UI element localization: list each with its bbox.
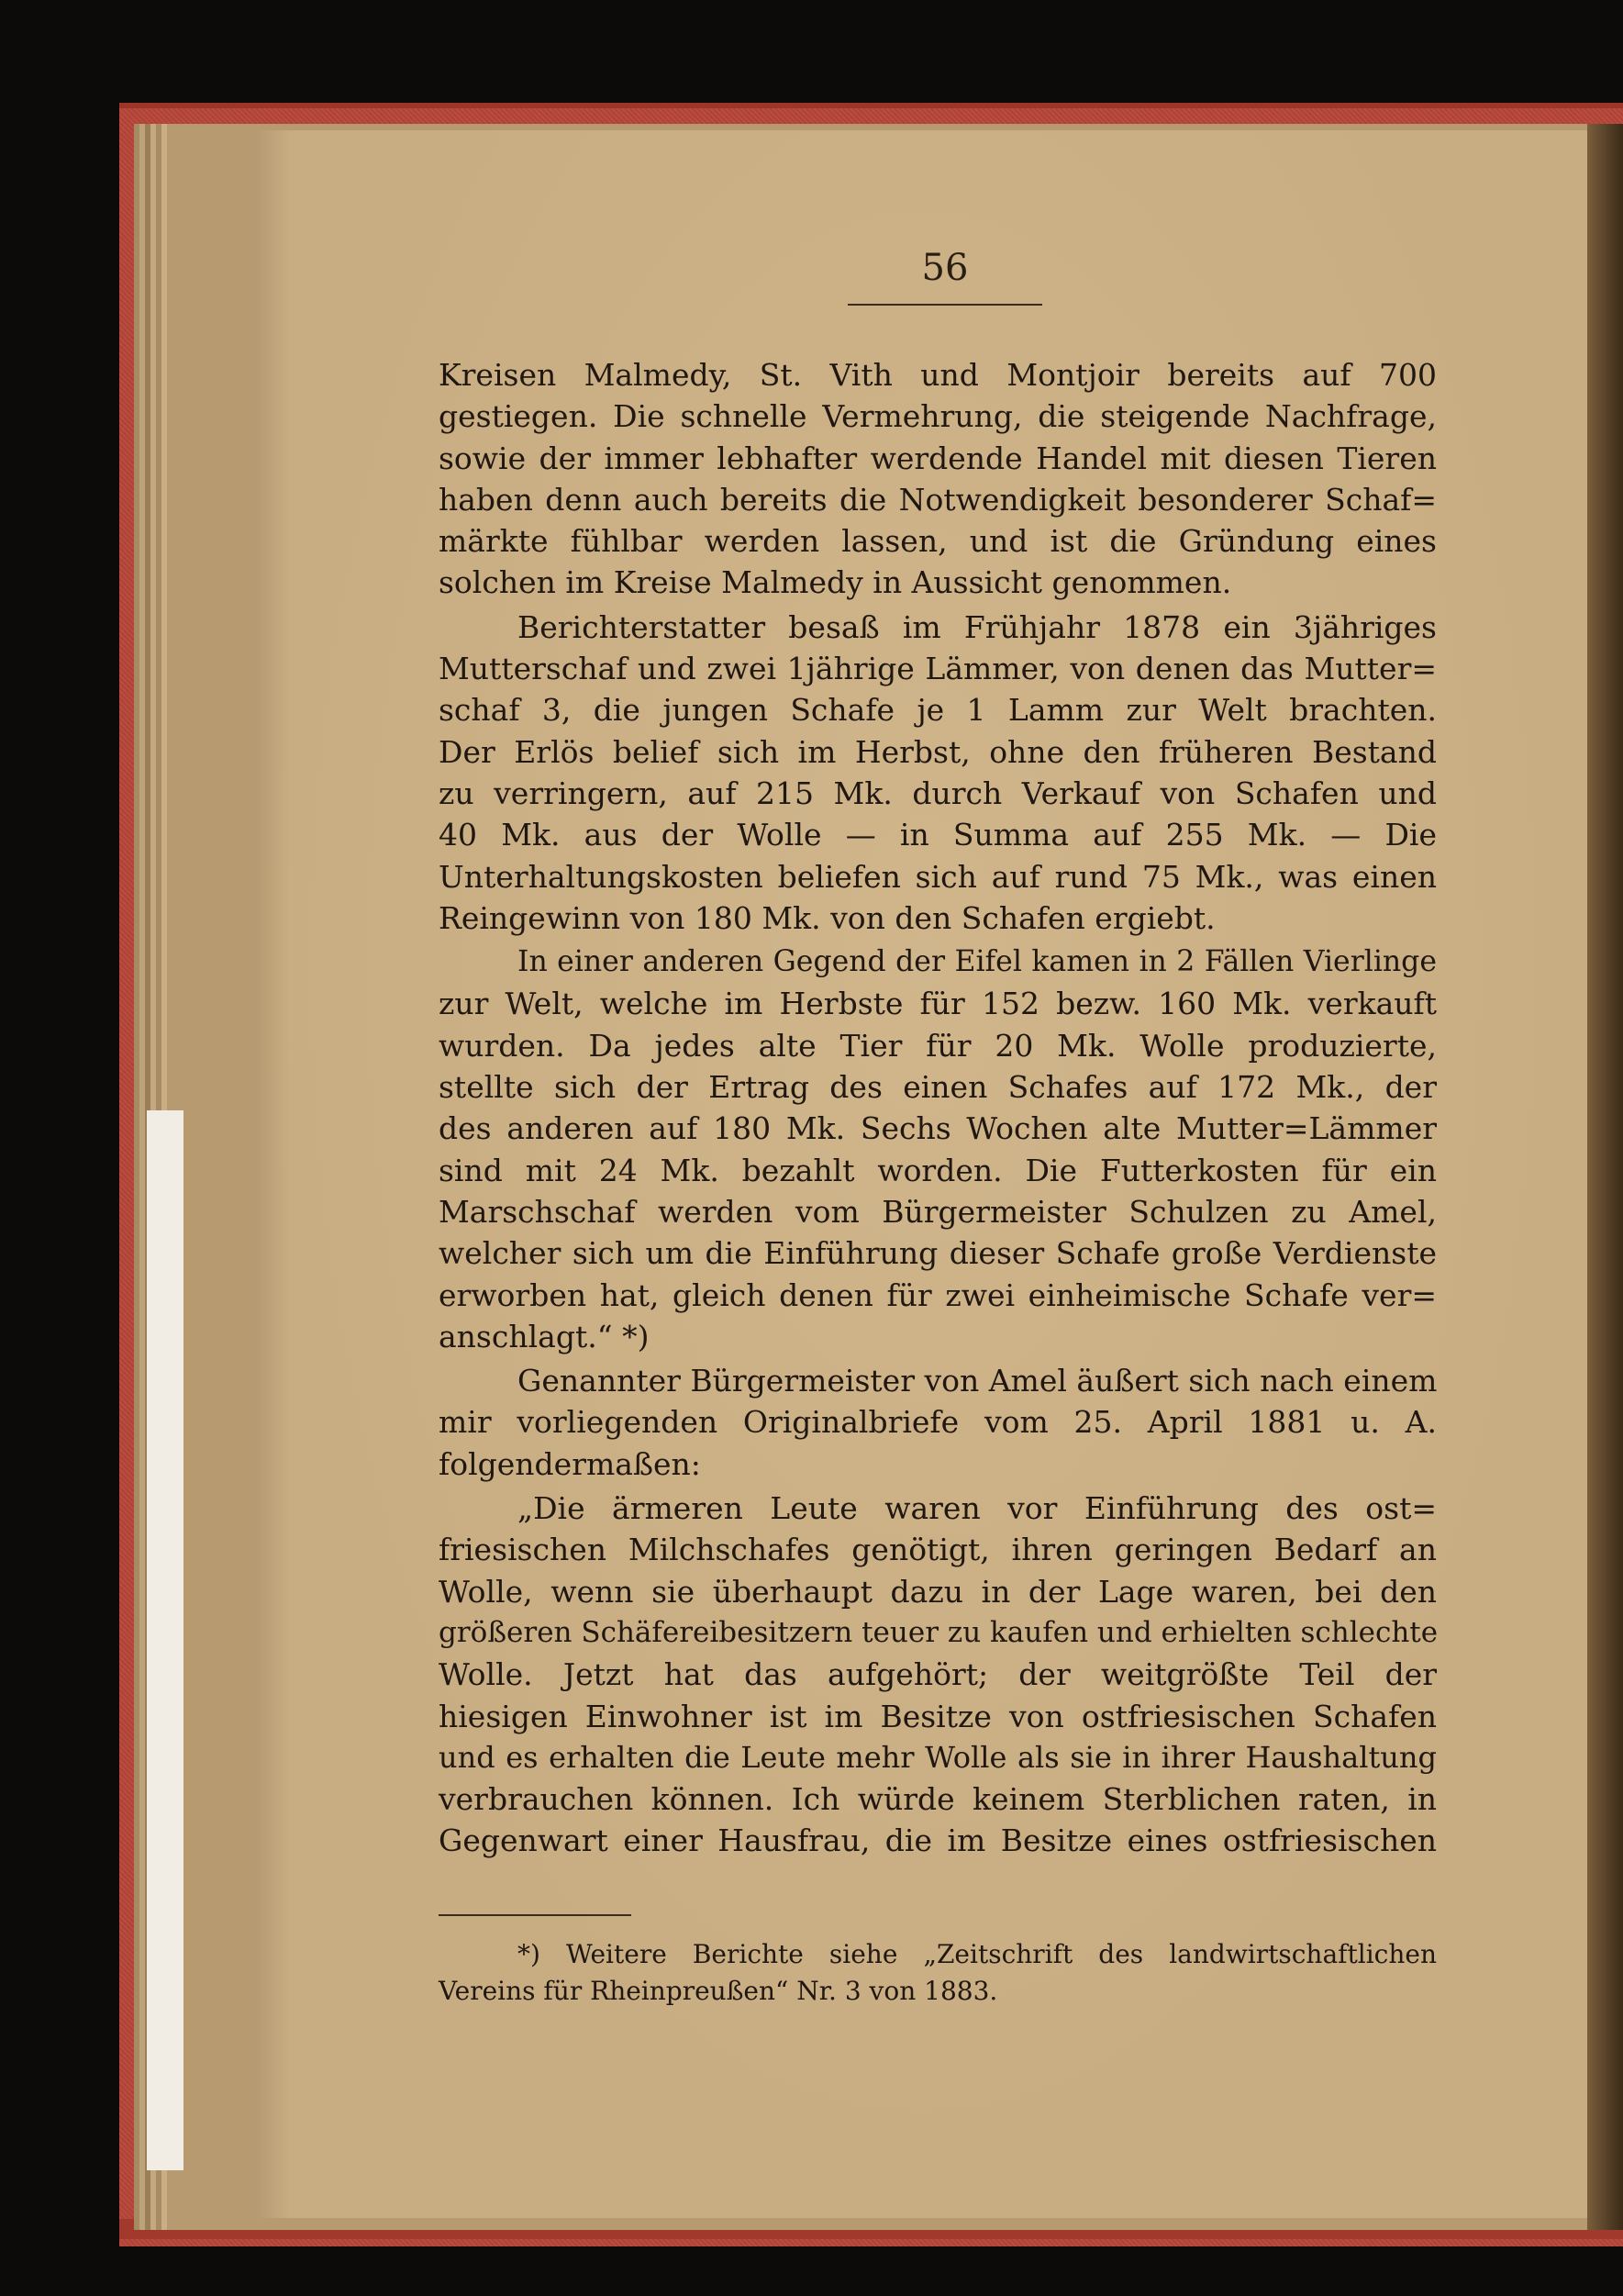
text-line: stellte sich der Ertrag des einen Schafes auf 172 Mk., der [439,1069,1437,1106]
page-number: 56 [921,247,969,289]
text-line: Berichterstatter besaß im Frühjahr 1878 ein 3jähriges [517,608,1437,645]
text-line: des anderen auf 180 Mk. Sechs Wochen alte Mutter=Lämmer [439,1110,1437,1147]
footnote [439,1936,1437,2010]
text-line: Wolle, wenn sie überhaupt dazu in der Lage waren, bei den [439,1573,1437,1610]
text-line: haben denn auch bereits die Notwendigkeit besonderer Schaf= [439,481,1437,518]
text-line: solchen im Kreise Malmedy in Aussicht genommen. [439,564,1232,601]
paper-strip [147,1110,183,2170]
footnote-rule [439,1914,631,1916]
text-line: Wolle. Jetzt hat das aufgehört; der weitgrößte Teil der [439,1656,1437,1693]
text-line: Gegenwart einer Hausfrau, die im Besitze eines ostfriesischen [439,1822,1437,1859]
text-line: Reingewinn von 180 Mk. von den Schafen ergiebt. [439,899,1216,936]
text-line: wurden. Da jedes alte Tier für 20 Mk. Wolle produzierte, [439,1027,1437,1064]
footnote-line: Vereins für Rheinpreußen“ Nr. 3 von 1883. [439,1976,998,2006]
text-line: welcher sich um die Einführung dieser Schafe große Verdienste [439,1235,1437,1272]
text-line: zu verringern, auf 215 Mk. durch Verkauf von Schafen und [439,775,1437,811]
text-line: hiesigen Einwohner ist im Besitze von ostfriesischen Schafen [439,1698,1437,1734]
footnote-line: *) Weitere Berichte siehe „Zeitschrift des landwirtschaftlichen [517,1939,1437,1969]
text-line: größeren Schäfereibesitzern teuer zu kaufen und erhielten schlechte [439,1615,1439,1649]
paragraph [439,607,1437,939]
header-rule [848,304,1042,306]
paragraph [439,354,1437,604]
text-line: erworben hat, gleich denen für zwei einheimische Schafe ver= [439,1276,1437,1313]
text-line: Der Erlös belief sich im Herbst, ohne den früheren Bestand [439,733,1437,770]
text-line: Unterhaltungskosten beliefen sich auf rund 75 Mk., was einen [439,858,1437,895]
text-line: „Die ärmeren Leute waren vor Einführung des ost= [517,1490,1437,1527]
text-line: gestiegen. Die schnelle Vermehrung, die steigende Nachfrage, [439,398,1437,435]
text-line: 40 Mk. aus der Wolle — in Summa auf 255 Mk. — Die [439,817,1437,853]
text-line: Genannter Bürgermeister von Amel äußert sich nach einem [517,1363,1438,1399]
text-line: mir vorliegenden Originalbriefe vom 25. April 1881 u. A. [439,1404,1437,1441]
text-line: folgendermaßen: [439,1445,701,1482]
text-line: märkte fühlbar werden lassen, und ist die Gründung eines [439,523,1437,560]
text-line: zur Welt, welche im Herbste für 152 bezw. 160 Mk. verkauft [439,986,1437,1022]
text-line: Kreisen Malmedy, St. Vith und Montjoir bereits auf 700 [439,357,1437,393]
text-line: verbrauchen können. Ich würde keinem Sterblichen raten, in [439,1781,1437,1818]
paragraph [439,942,1437,1357]
body-text [439,354,1437,1862]
text-line: sowie der immer lebhafter werdende Handel mit diesen Tieren [439,440,1437,476]
text-line: Marschschaf werden vom Bürgermeister Schulzen zu Amel, [439,1193,1437,1230]
text-line: In einer anderen Gegend der Eifel kamen in 2 Fällen Vierlinge [517,945,1437,979]
paragraph [439,1488,1437,1862]
page-gutter [1587,124,1623,2230]
text-line: anschlagt.“ *) [439,1318,650,1354]
text-line: Mutterschaf und zwei 1jährige Lämmer, von denen das Mutter= [439,651,1437,687]
paragraph [439,1360,1437,1485]
text-line: sind mit 24 Mk. bezahlt worden. Die Futterkosten für ein [439,1152,1437,1188]
text-line: friesischen Milchschafes genötigt, ihren geringen Bedarf an [439,1532,1437,1568]
text-line: schaf 3, die jungen Schafe je 1 Lamm zur Welt brachten. [439,692,1437,729]
text-line: und es erhalten die Leute mehr Wolle als sie in ihrer Haushaltung [439,1739,1437,1775]
